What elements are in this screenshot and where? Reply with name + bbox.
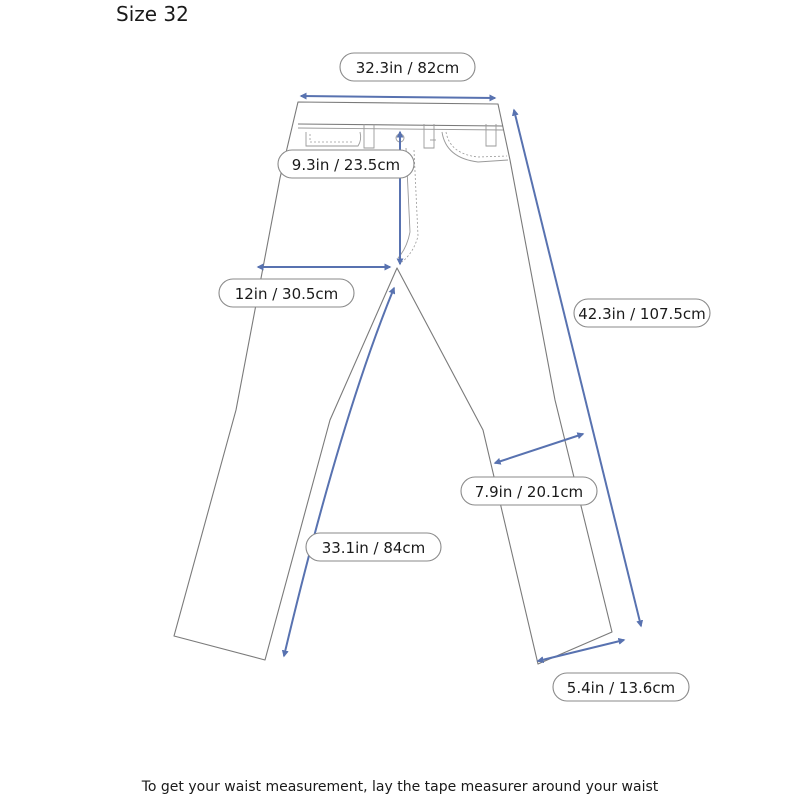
hem-arrow bbox=[538, 640, 624, 661]
hem-label-text: 5.4in / 13.6cm bbox=[566, 679, 676, 697]
thigh-label bbox=[219, 279, 354, 307]
front-rise-label-text: 9.3in / 23.5cm bbox=[291, 156, 401, 174]
footer-note: To get your waist measurement, lay the tape measurer around your waist bbox=[141, 779, 659, 795]
pocket-right-stitch bbox=[446, 132, 507, 157]
waistband-stitch bbox=[298, 128, 503, 130]
belt-loop-right bbox=[486, 124, 496, 146]
pocket-left-stitch bbox=[310, 134, 354, 142]
outseam-label bbox=[574, 299, 710, 327]
knee-label bbox=[461, 477, 597, 505]
hem-label bbox=[553, 673, 689, 701]
thigh-label-text: 12in / 30.5cm bbox=[234, 285, 339, 303]
belt-loop-center bbox=[424, 124, 434, 148]
outseam-label-text: 42.3in / 107.5cm bbox=[578, 305, 706, 323]
pants-silhouette bbox=[174, 102, 612, 664]
waist-arrow bbox=[301, 96, 495, 98]
knee-label-text: 7.9in / 20.1cm bbox=[474, 483, 584, 501]
front-rise-label bbox=[278, 150, 414, 178]
belt-loop-left bbox=[364, 124, 374, 148]
measurement-arrows bbox=[258, 96, 641, 661]
inseam-label-text: 33.1in / 84cm bbox=[321, 539, 426, 557]
outseam-arrow bbox=[514, 110, 641, 626]
inseam-label bbox=[306, 533, 441, 561]
inseam-arrow bbox=[284, 288, 394, 656]
pants-outline bbox=[174, 102, 612, 664]
waist-label bbox=[340, 53, 475, 81]
pocket-right bbox=[442, 132, 508, 162]
waist-label-text: 32.3in / 82cm bbox=[355, 59, 460, 77]
waistband bbox=[298, 124, 503, 126]
pocket-left bbox=[306, 132, 361, 146]
size-title: Size 32 bbox=[116, 2, 189, 26]
